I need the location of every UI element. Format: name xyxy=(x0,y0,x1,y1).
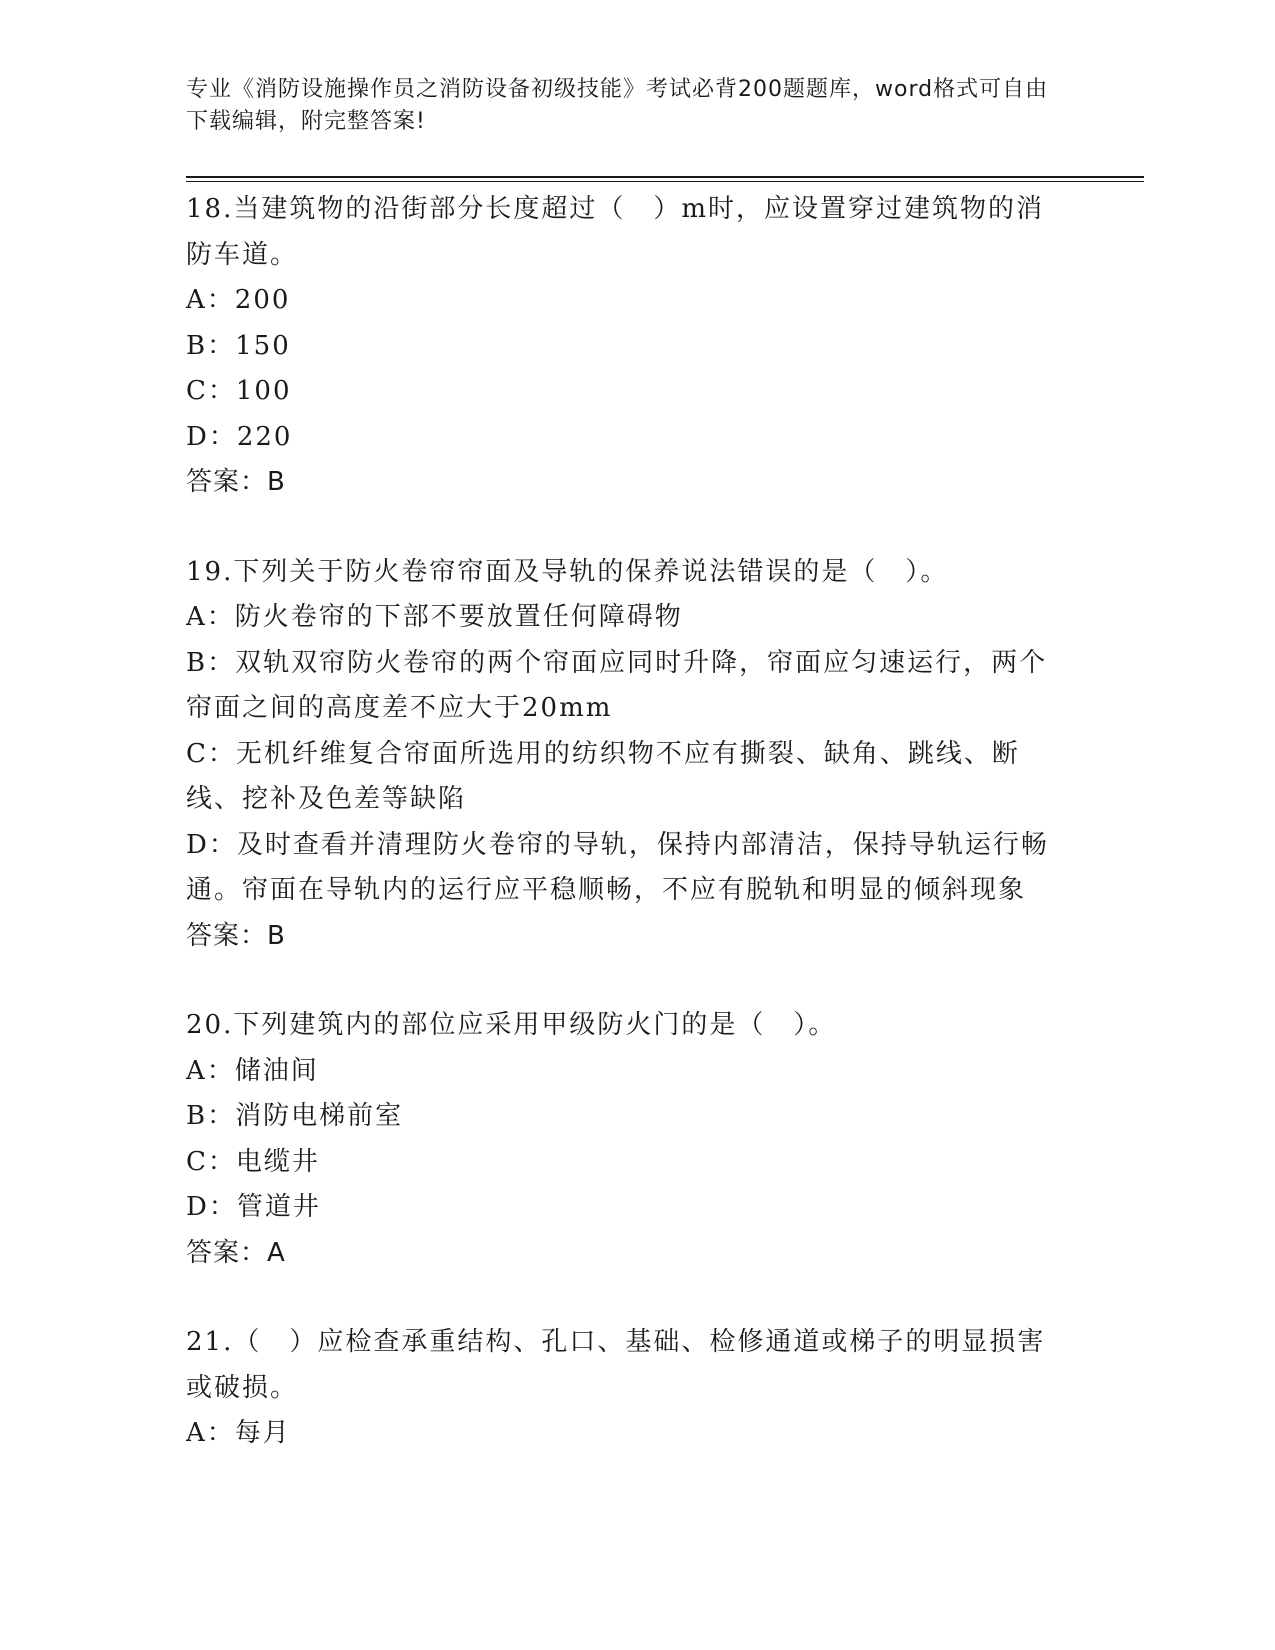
question-stem: 20.下列建筑内的部位应采用甲级防火门的是（ ）。 xyxy=(186,1010,837,1040)
question-19 xyxy=(186,550,1066,960)
answer-label: 答案：B xyxy=(186,467,286,497)
option-b: B：双轨双帘防火卷帘的两个帘面应同时升降，帘面应匀速运行，两个帘面之间的高度差不应大于20mm xyxy=(186,647,1048,723)
option-a: A：每月 xyxy=(186,1418,291,1448)
question-list xyxy=(186,187,1066,1501)
document-header: 专业《消防设施操作员之消防设备初级技能》考试必背200题题库，word格式可自由下载编辑，附完整答案! xyxy=(186,77,1049,134)
option-b: B：150 xyxy=(186,330,291,361)
header-divider xyxy=(186,176,1144,178)
question-20 xyxy=(186,1003,1066,1276)
option-b: B：消防电梯前室 xyxy=(186,1101,404,1131)
option-a: A：防火卷帘的下部不要放置任何障碍物 xyxy=(186,602,683,632)
option-a: A：储油间 xyxy=(186,1055,319,1086)
question-stem: 19.下列关于防火卷帘帘面及导轨的保养说法错误的是（ ）。 xyxy=(186,556,949,587)
option-a: A：200 xyxy=(186,285,291,315)
answer-label: 答案：A xyxy=(186,1237,286,1268)
question-stem: 18.当建筑物的沿街部分长度超过（ ）m时，应设置穿过建筑物的消防车道。 xyxy=(186,194,1045,270)
question-stem: 21.（ ）应检查承重结构、孔口、基础、检修通道或梯子的明显损害或破损。 xyxy=(186,1327,1046,1403)
option-d: D：220 xyxy=(186,421,293,452)
option-c: C：电缆井 xyxy=(186,1146,320,1177)
option-c: C：100 xyxy=(186,376,292,406)
option-d: D：管道井 xyxy=(186,1192,321,1222)
header-divider-thin xyxy=(186,181,1144,182)
option-d: D：及时查看并清理防火卷帘的导轨，保持内部清洁，保持导轨运行畅通。帘面在导轨内的运行应平稳顺畅，不应有脱轨和明显的倾斜现象 xyxy=(186,829,1049,905)
question-21 xyxy=(186,1320,1066,1457)
answer-label: 答案：B xyxy=(186,920,286,951)
option-c: C：无机纤维复合帘面所选用的纺织物不应有撕裂、缺角、跳线、断线、挖补及色差等缺陷 xyxy=(186,738,1020,814)
question-18 xyxy=(186,187,1066,506)
